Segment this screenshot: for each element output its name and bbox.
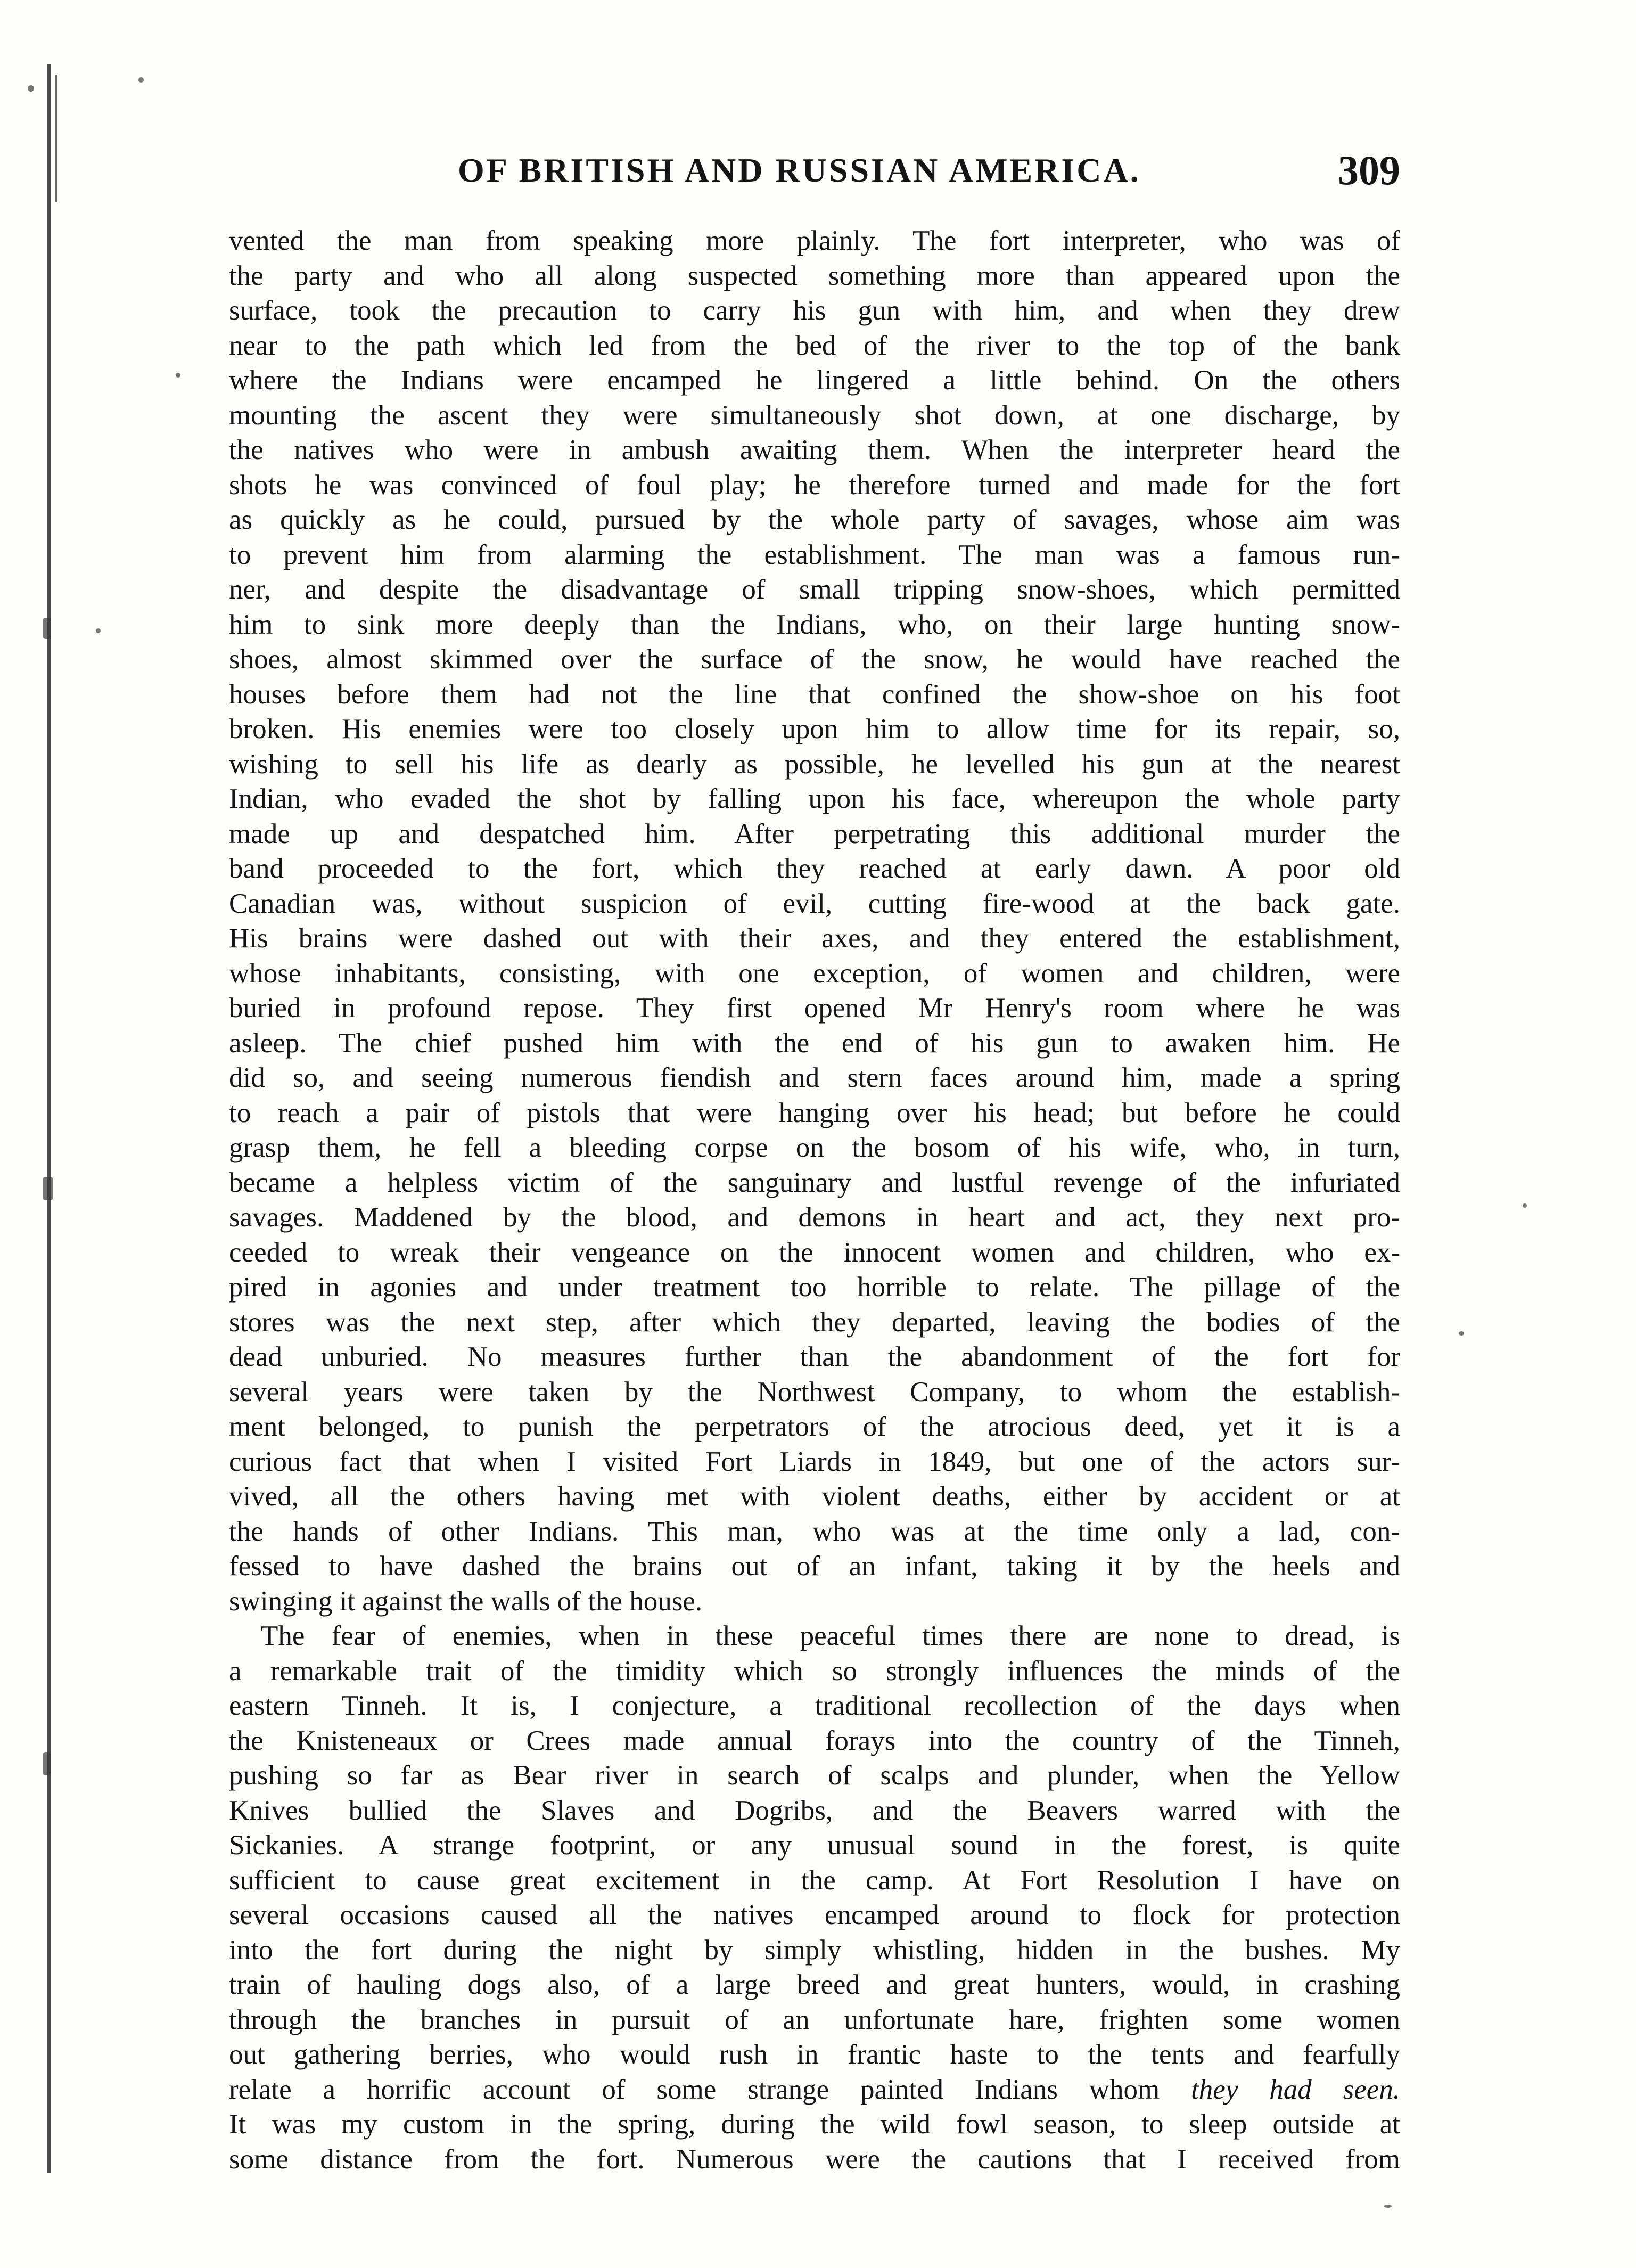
text-line: dead unburied. No measures further than the abandonment of the fort for [229,1341,1400,1372]
ink-speck [1459,1331,1464,1336]
page-number: 309 [1338,147,1400,193]
body-text [229,224,1400,2177]
ink-speck [43,1177,53,1200]
text-line-with-italic [229,2073,1400,2108]
text-line: him to sink more deeply than the Indians, who, on their large hunting snow- [229,609,1400,640]
page-header [229,144,1400,197]
text-line: stores was the next step, after which they departed, leaving the bodies of the [229,1306,1400,1338]
binding-rule-secondary [55,75,57,202]
text-line: Knives bullied the Slaves and Dogribs, and the Beavers warred with the [229,1795,1400,1826]
running-head: OF BRITISH AND RUSSIAN AMERICA. [458,151,1141,189]
ink-speck [176,373,180,378]
text-line: asleep. The chief pushed him with the end of his gun to awaken him. He [229,1027,1400,1059]
ink-speck [43,618,51,639]
text-line: some distance from the fort. Numerous were the cautions that I received from [229,2143,1400,2175]
text-line: where the Indians were encamped he lingered a little behind. On the others [229,365,1400,396]
ink-speck [43,1752,51,1775]
text-run: relate a horrific account of some strange painted Indians whom [229,2074,1191,2105]
text-line: made up and despatched him. After perpetrating this additional murder the [229,818,1400,849]
text-line: Sickanies. A strange footprint, or any unusual sound in the forest, is quite [229,1830,1400,1861]
text-line: several years were taken by the Northwest Company, to whom the establish- [229,1376,1400,1407]
text-line: shots he was convinced of foul play; he therefore turned and made for the fort [229,469,1400,501]
text-line: near to the path which led from the bed of the river to the top of the bank [229,330,1400,361]
text-line: surface, took the precaution to carry his gun with him, and when they drew [229,295,1400,326]
text-line: ment belonged, to punish the perpetrators of the atrocious deed, yet it is a [229,1411,1400,1442]
ink-speck [28,85,34,92]
paragraph [229,224,1400,1619]
text-line: fessed to have dashed the brains out of an infant, taking it by the heels and [229,1551,1400,1582]
italic-text-run: they had seen. [1191,2074,1400,2105]
ink-speck [138,77,144,83]
text-line: pushing so far as Bear river in search of scalps and plunder, when the Yellow [229,1760,1400,1791]
text-line: mounting the ascent they were simultaneously shot down, at one discharge, by [229,399,1400,431]
text-line: grasp them, he fell a bleeding corpse on the bosom of his wife, who, in turn, [229,1132,1400,1163]
text-line: swinging it against the walls of the house. [229,1585,703,1617]
text-line: the party and who all along suspected something more than appeared upon the [229,260,1400,291]
text-line: It was my custom in the spring, during the wild fowl season, to sleep outside at [229,2109,1400,2140]
ink-speck [1384,2205,1392,2208]
text-line: out gathering berries, who would rush in frantic haste to the tents and fearfully [229,2039,1400,2070]
text-line: savages. Maddened by the blood, and demons in heart and act, they next pro- [229,1202,1400,1233]
text-line: band proceeded to the fort, which they reached at early dawn. A poor old [229,853,1400,884]
text-line: whose inhabitants, consisting, with one exception, of women and children, were [229,957,1400,989]
text-line: wishing to sell his life as dearly as possible, he levelled his gun at the nearest [229,748,1400,780]
text-line: pired in agonies and under treatment too horrible to relate. The pillage of the [229,1272,1400,1303]
ink-speck [96,628,101,633]
text-line: Indian, who evaded the shot by falling upon his face, whereupon the whole party [229,783,1400,814]
text-line: eastern Tinneh. It is, I conjecture, a traditional recollection of the days when [229,1690,1400,1721]
text-line: the natives who were in ambush awaiting them. When the interpreter heard the [229,435,1400,465]
text-line: ner, and despite the disadvantage of small tripping snow-shoes, which permitted [229,574,1400,605]
text-line: His brains were dashed out with their axes, and they entered the establishment, [229,923,1400,954]
text-line: vented the man from speaking more plainly. The fort interpreter, who was of [229,225,1400,256]
ink-speck [1523,1203,1527,1208]
text-line: through the branches in pursuit of an unfortunate hare, frighten some women [229,2004,1400,2035]
text-line: vived, all the others having met with violent deaths, either by accident or at [229,1481,1400,1512]
text-line: a remarkable trait of the timidity which so strongly influences the minds of the [229,1655,1400,1686]
text-line: The fear of enemies, when in these peaceful times there are none to dread, is [261,1620,1400,1651]
text-line: buried in profound repose. They first opened Mr Henry's room where he was [229,993,1400,1024]
text-line: to prevent him from alarming the establishment. The man was a famous run- [229,539,1400,570]
text-line: as quickly as he could, pursued by the whole party of savages, whose aim was [229,504,1400,535]
text-line: sufficient to cause great excitement in the camp. At Fort Resolution I have on [229,1864,1400,1896]
text-line: shoes, almost skimmed over the surface of the snow, he would have reached the [229,644,1400,675]
text-line: Canadian was, without suspicion of evil, cutting fire-wood at the back gate. [229,888,1400,919]
text-line: curious fact that when I visited Fort Liards in 1849, but one of the actors sur- [229,1446,1400,1477]
text-line: the Knisteneaux or Crees made annual forays into the country of the Tinneh, [229,1725,1400,1756]
text-line: houses before them had not the line that confined the show-shoe on his foot [229,678,1400,710]
text-line: several occasions caused all the natives encamped around to flock for protection [229,1899,1400,1930]
text-line: broken. His enemies were too closely upon him to allow time for its repair, so, [229,714,1400,744]
text-line: into the fort during the night by simply whistling, hidden in the bushes. My [229,1934,1400,1966]
text-line: ceeded to wreak their vengeance on the innocent women and children, who ex- [229,1237,1400,1268]
text-line: train of hauling dogs also, of a large breed and great hunters, would, in crashing [229,1969,1400,2000]
text-line: did so, and seeing numerous fiendish and stern faces around him, made a spring [229,1062,1400,1093]
text-line: became a helpless victim of the sanguinary and lustful revenge of the infuriated [229,1167,1400,1198]
paragraph [229,1619,1400,2177]
binding-rule [47,64,51,2173]
text-line: to reach a pair of pistols that were hanging over his head; but before he could [229,1097,1400,1128]
text-line: the hands of other Indians. This man, who was at the time only a lad, con- [229,1516,1400,1547]
